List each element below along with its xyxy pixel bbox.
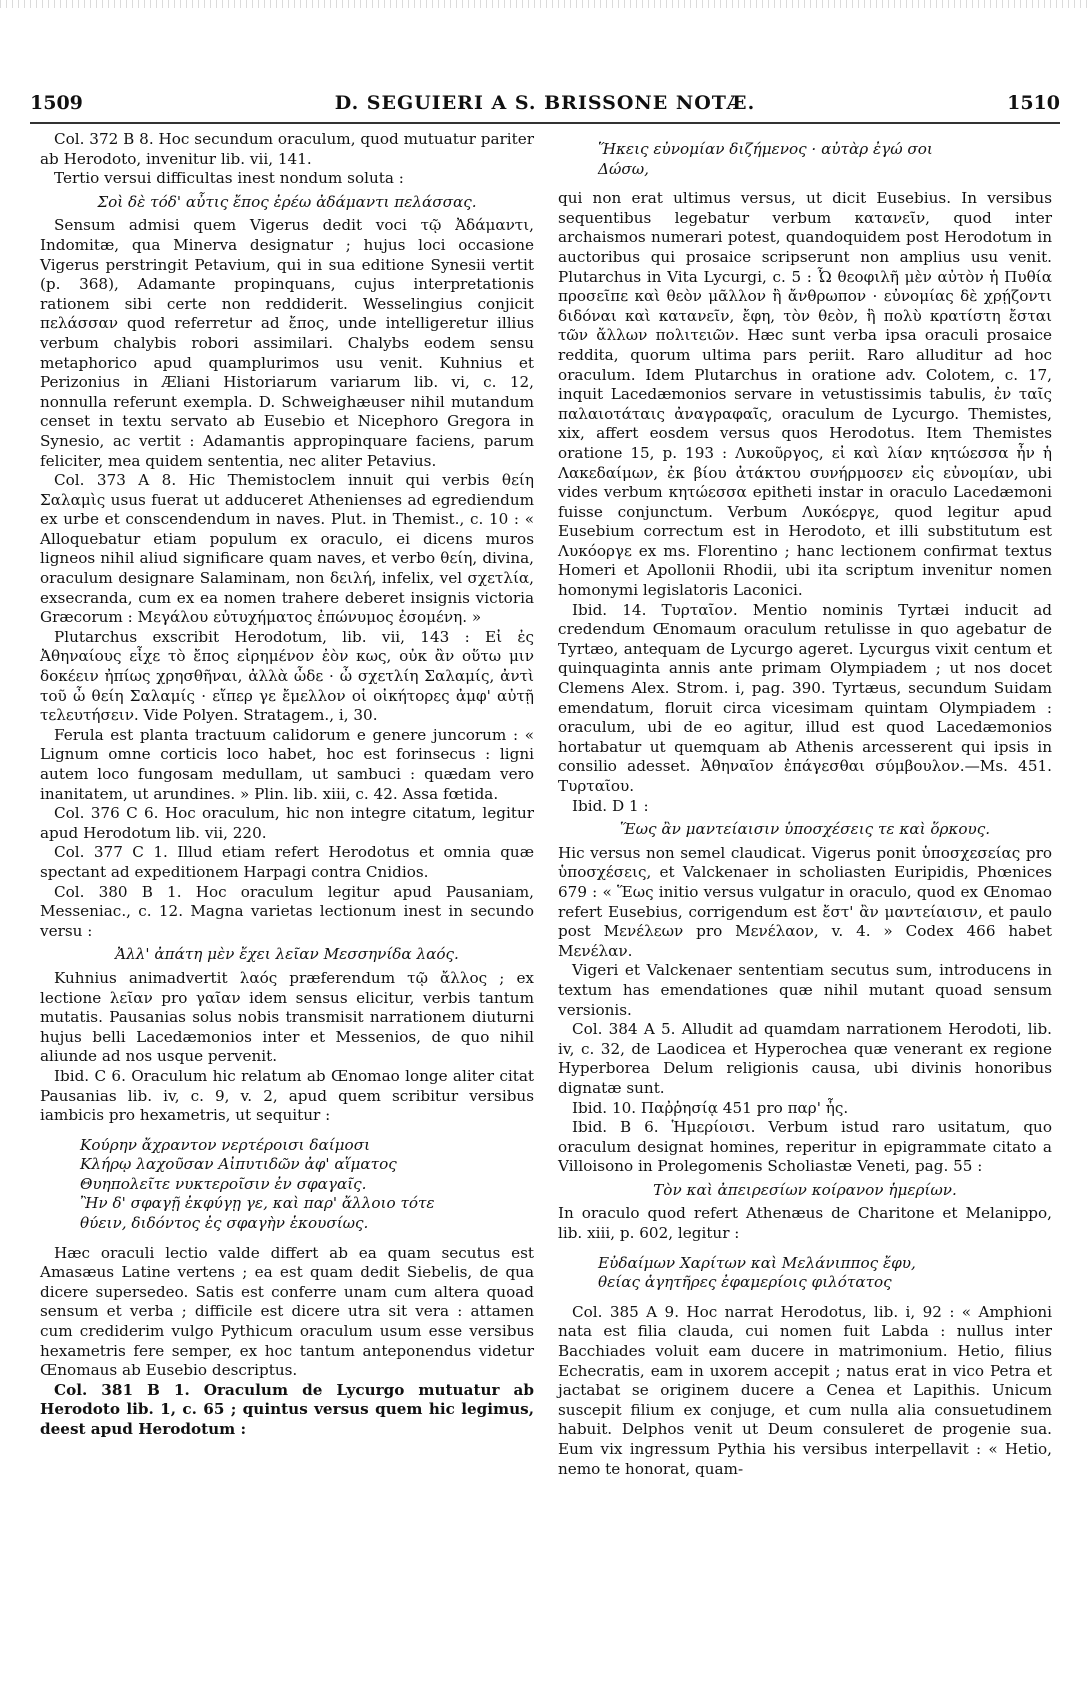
greek-quotation: Ἕως ἂν μαντείαισιν ὑποσχέσεις τε καὶ ὅρκους. xyxy=(619,820,991,839)
paragraph: Col. 381 B 1. Oraculum de Lycurgo mutuatur ab Herodoto lib. 1, c. 65 ; quintus versus quem hic legimus, deest apud Herodotum : xyxy=(40,1380,534,1438)
paragraph: Vigeri et Valckenaer sententiam secutus sum, introducens in textum has emendationes quæ nihil mutant quoad sensum versionis. xyxy=(558,961,1052,1019)
verse-line: Ἢν δ' σφαγῇ ἐκφύγῃ γε, καὶ παρ' ἄλλοιο τότε xyxy=(80,1194,435,1213)
paragraph: Kuhnius animadvertit λαός præferendum τῷ ἄλλος ; ex lectione λεῖαν pro γαῖαν idem sensus elicitur, verbis tantum mutatis. Pausanias solus nobis transmisit narrationem diuturni hujus belli Lacedæmonios inter et Messenios, de quo nihil aliunde ad nos usque pervenit. xyxy=(40,968,534,1066)
paragraph: Col. 380 B 1. Hoc oraculum legitur apud Pausaniam, Messeniac., c. 12. Magna varietas lectionum inest in secundo versu : xyxy=(40,882,534,940)
greek-quotation: Σοὶ δὲ τόδ' αὖτις ἔπος ἐρέω ἀδάμαντι πελάσσας. xyxy=(97,192,477,211)
paragraph: Ibid. C 6. Oraculum hic relatum ab Œnomao longe aliter citat Pausanias lib. iv, c. 9, v. 2, apud quem scribitur versibus iambicis pro hexametris, ut sequitur : xyxy=(40,1066,534,1125)
paragraph: Tertio versui difficultas inest nondum soluta : xyxy=(54,169,404,188)
page-number-left: 1509 xyxy=(30,92,83,114)
verse-line: Κλήρῳ λαχοῦσαν Αἰπυτιδῶν ἀφ' αἵματος xyxy=(80,1155,397,1174)
paragraph: Col. 377 C 1. Illud etiam refert Herodotus et omnia quæ spectant ad expeditionem Harpagi contra Cnidios. xyxy=(40,843,534,881)
paragraph: Ibid. 10. Παῤῥησίᾳ 451 pro παρ' ἧς. xyxy=(572,1098,849,1117)
paragraph: Col. 384 A 5. Alludit ad quamdam narrationem Herodoti, lib. iv, c. 32, de Laodicea et Hyperochea quæ venerant ex regione Hyperborea Delum religionis causa, ubi divinis honoribus dignatæ sunt. xyxy=(558,1020,1052,1097)
header-rule xyxy=(30,122,1060,124)
scan-edge-noise xyxy=(0,0,1088,8)
verse-line: Κούρην ἄχραντον νερτέροισι δαίμοσι xyxy=(80,1135,371,1154)
paragraph: Ferula est planta tractuum calidorum e genere juncorum : « Lignum omne corticis loco habet, hoc est forinsecus : ligni autem loco fungosam medullam, ut sambuci : quædam vero inanitatem, ut arundines. » Plin. lib. xiii, c. 42. Assa fœtida. xyxy=(40,725,534,803)
paragraph: Hic versus non semel claudicat. Vigerus ponit ὑποσχεσείας pro ὑποσχέσεις, et Valckenaer in scholiasten Euripidis, Phœnices 679 : « Ἕως initio versus vulgatur in oraculo, quod ex Œnomao refert Eusebius, corrigendum est ἔστ' ἂν μαντείαισιν, et paulo post Μενέλεων pro Μενέλαον, v. 4. » Codex 466 habet Μενέλαν. xyxy=(558,843,1052,960)
verse-line: θύειν, διδόντος ἐς σφαγὴν ἑκουσίως. xyxy=(80,1214,369,1233)
paragraph: Col. 373 A 8. Hic Themistoclem innuit qui verbis θείη Σαλαμὶς usus fuerat ut adduceret Athenienses ad egrediendum ex urbe et conscendendum in naves. Plut. in Themist., c. 10 : « Alloquebatur etiam populum ex oraculo, ei dicens muros ligneos nihil aliud significare quam naves, et verbo θείη, divina, oraculum designare Salaminam, non δειλή, infelix, vel σχετλία, exsecranda, cum ex ea nomen trahere deberet insignis victoria Græcorum : Μεγάλου εὐτυχήματος ἐπώνυμος ἐσομένη. » xyxy=(40,471,534,627)
left-column xyxy=(40,130,534,1440)
verse-line: Θυηπολεῖτε νυκτεροῖσιν ἐν σφαγαῖς. xyxy=(80,1174,367,1193)
running-header xyxy=(30,92,1060,122)
paragraph: Col. 376 C 6. Hoc oraculum, hic non integre citatum, legitur apud Herodotum lib. vii, 220. xyxy=(40,804,534,842)
paragraph: Col. 385 A 9. Hoc narrat Herodotus, lib. i, 92 : « Amphioni nata est filia clauda, cui nomen fuit Labda : nullus inter Bacchiades voluit eam ducere in matrimonium. Hetio, filius Echecratis, eam in uxorem accepit ; natus erat in vico Petra et jactabat se originem ducere a Cenea et Lapithis. Unicum suscepit filium ex conjuge, et cum nulla alia consuetudinem habuit. Delphos venit ut Deum consuleret de progenie sua. Eum vix ingressum Pythia his versibus interpellavit : « Hetio, nemo te honorat, quam- xyxy=(558,1302,1052,1478)
paragraph: qui non erat ultimus versus, ut dicit Eusebius. In versibus sequentibus legebatur verbum κατανεῖν, quod inter archaismos numerari potest, quandoquidem post Herodotum in auctoribus qui prosaice scripserunt non amplius usu venit. Plutarchus in Vita Lycurgi, c. 5 : Ὦ θεοφιλῆ μὲν αὐτὸν ἡ Πυθία προσεῖπε καὶ θεὸν μᾶλλον ἢ ἄνθρωπον · εὐνομίας δὲ χρῄζοντι διδόναι καὶ κατανεῖν, ἔφη, τὸν θεὸν, ἣ πολὺ κρατίστη ἔσται τῶν ἄλλων πολιτειῶν. Hæc sunt verba ipsa oraculi prosaice reddita, quorum ultima pars periit. Raro alluditur ad hoc oraculum. Idem Plutarchus in oratione adv. Colotem, c. 17, inquit Lacedæmonios servare in vetustissimis tabulis, ἐν ταῖς παλαιοτάταις ἀναγραφαῖς, oraculum de Lycurgo. Themistes, xix, affert eosdem versus quos Herodotus. Item Themistes oratione 15, p. 193 : Λυκοῦργος, εἰ καὶ λίαν κητώεσσα ἦν ἡ Λακεδαίμων, ἐκ βίου ἀτάκτου συνήρμοσεν εἰς εὐνομίαν, ubi vides verbum κητώεσσα epitheti instar in oraculo Lacedæmoni fuisse conjunctum. Verbum Λυκόεργε, quod legitur apud Eusebium correctum est in Herodoto, et illi substitutum est Λυκόοργε ex ms. Florentino ; hanc lectionem confirmat textus Homeri et Apollonii Rhodii, ubi ita scriptum invenitur nomen homonymi legislatoris Laconici. xyxy=(558,189,1052,600)
paragraph: Col. 372 B 8. Hoc secundum oraculum, quod mutuatur pariter ab Herodoto, invenitur lib. vii, 141. xyxy=(40,130,534,168)
verse-line: Εὐδαίμων Χαρίτων καὶ Μελάνιππος ἔφυ, xyxy=(598,1253,916,1272)
greek-quotation: Ἀλλ' ἀπάτη μὲν ἔχει λεῖαν Μεσσηνίδα λαός. xyxy=(115,945,459,964)
paragraph: Plutarchus exscribit Herodotum, lib. vii, 143 : Εἰ ἐς Ἀθηναίους εἶχε τὸ ἔπος εἰρημένον ἐὸν κως, οὐκ ἂν οὕτω μιν δοκέειν ἠπίως χρησθῆναι, ἀλλὰ ὧδε · ὦ σχετλίη Σαλαμίς, ἀντὶ τοῦ ὦ θείη Σαλαμίς · εἴπερ γε ἔμελλον οἱ οἰκήτορες ἀμφ' αὐτῇ τελευτήσειν. Vide Polyen. Stratagem., i, 30. xyxy=(40,627,534,725)
paragraph: In oraculo quod refert Athenæus de Charitone et Melanippo, lib. xiii, p. 602, legitur : xyxy=(558,1204,1052,1243)
page-number-right: 1510 xyxy=(1007,92,1060,114)
verse-line: θείας ἁγητῆρες ἐφαμερίοις φιλότατος xyxy=(598,1273,892,1292)
paragraph: Hæc oraculi lectio valde differt ab ea quam secutus est Amasæus Latine vertens ; ea est quam dedit Siebelis, de qua dicere supersedeo. Satis est conferre unam cum altera quoad sensum et verba ; difficile est dicere utra sit vera : attamen cum crediderim vulgo Pythicum oraculum usum esse versibus hexametris fere semper, ex hoc tantum anteponendus videtur Œnomaus ab Eusebio descriptus. xyxy=(40,1243,534,1380)
paragraph: Ibid. 14. Τυρταῖον. Mentio nominis Tyrtæi inducit ad credendum Œnomaum oraculum retulisse in quo agebatur de Tyrtæo, antequam de Lycurgo ageret. Lycurgus vixit centum et quinquaginta annis ante primam Olympiadem ; ut nos docet Clemens Alex. Strom. i, pag. 390. Tyrtæus, secundum Suidam emendatum, floruit circa vicesimam quintam Olympiadem : oraculum, ubi de eo agitur, illud est quod Lacedæmonios hortabatur ut quemquam ab Athenis arcesserent qui ipsis in consilio adesset. Ἀθηναῖον ἐπάγεσθαι σύμβουλον.—Ms. 451. Τυρταῖου. xyxy=(558,600,1052,795)
running-title: D. SEGUIERI A S. BRISSONE NOTÆ. xyxy=(334,92,756,114)
verse-line: Ἥκεις εὐνομίαν διζήμενος · αὐτὰρ ἐγώ σοι xyxy=(598,140,933,158)
verse-line: Δώσω, xyxy=(598,159,649,178)
greek-quotation: Τὸν καὶ ἀπειρεσίων κοίρανον ἡμερίων. xyxy=(653,1180,957,1199)
paragraph: Sensum admisi quem Vigerus dedit voci τῷ Ἀδάμαντι, Indomitæ, qua Minerva designatur ; hujus loci occasione Vigerus perstringit Petavium, qui in sua editione Synesii vertit (p. 368), Adamante propinquans, cujus interpretationis rationem sibi certe non reddiderit. Wesselingius conjicit πελάσσαν quod referretur ad ἔπος, unde intelligeretur illius verbum chalybis robori assimilari. Chalybs eodem sensu metaphorico apud quamplurimos usu venit. Kuhnius et Perizonius in Æliani Historiarum variarum lib. vi, c. 12, nonnulla referunt exempla. D. Schweighæuser nihil mutandum censet in textu servato ab Eusebio et Nicephoro Gregora in Synesio, ac vertit : Adamantis appropinquare faciens, parum feliciter, mea quidem sententia, nec aliter Petavius. xyxy=(40,216,534,470)
paragraph: Ibid. B 6. Ἡμερίοισι. Verbum istud raro usitatum, quo oraculum designat homines, reperitur in epigrammate citato a Villoisono in Prolegomenis Scholiastæ Veneti, pag. 55 : xyxy=(558,1118,1052,1176)
paragraph: Ibid. D 1 : xyxy=(572,796,649,815)
right-column xyxy=(558,130,1052,1479)
